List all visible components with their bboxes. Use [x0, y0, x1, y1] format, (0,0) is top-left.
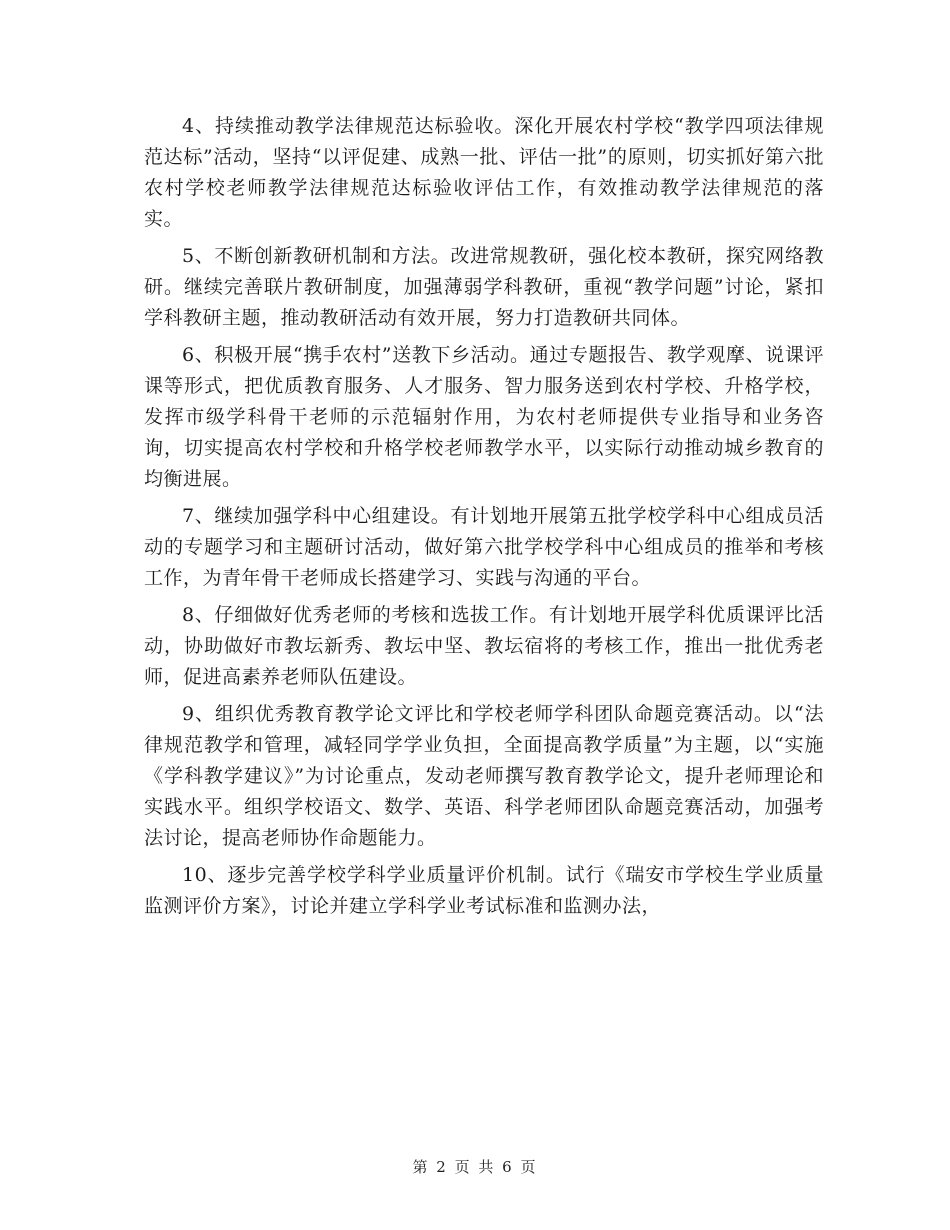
page-number-footer: 第 2 页 共 6 页: [412, 1158, 538, 1176]
paragraph-item-7: 7、继续加强学科中心组建设。有计划地开展第五批学校学科中心组成员活动的专题学习和主题研讨活动，做好第六批学校学科中心组成员的推举和考核工作，为青年骨干老师成长搭建学习、实践与沟通的平台。: [144, 505, 824, 589]
document-body: [144, 111, 824, 928]
paragraph-item-4: 4、持续推动教学法律规范达标验收。深化开展农村学校“教学四项法律规范达标”活动，坚持“以评促建、成熟一批、评估一批”的原则，切实抓好第六批农村学校老师教学法律规范达标验收评估工作，有效推动教学法律规范的落实。: [144, 115, 824, 230]
paragraph-item-9: 9、组织优秀教育教学论文评比和学校老师学科团队命题竞赛活动。以“法律规范教学和管理，减轻同学学业负担，全面提高教学质量”为主题，以“实施《学科教学建议》”为讨论重点，发动老师撰写教育教学论文，提升老师理论和实践水平。组织学校语文、数学、英语、科学老师团队命题竞赛活动，加强考法讨论，提高老师协作命题能力。: [144, 703, 824, 849]
paragraph-item-5: 5、不断创新教研机制和方法。改进常规教研，强化校本教研，探究网络教研。继续完善联片教研制度，加强薄弱学科教研，重视“教学问题”讨论，紧扣学科教研主题，推动教研活动有效开展，努力打造教研共同体。: [144, 245, 824, 329]
paragraph-item-6: 6、积极开展“携手农村”送教下乡活动。通过专题报告、教学观摩、说课评课等形式，把优质教育服务、人才服务、智力服务送到农村学校、升格学校，发挥市级学科骨干老师的示范辐射作用，为农村老师提供专业指导和业务咨询，切实提高农村学校和升格学校老师教学水平，以实际行动推动城乡教育的均衡进展。: [144, 344, 824, 490]
paragraph-item-8: 8、仔细做好优秀老师的考核和选拔工作。有计划地开展学科优质课评比活动，协助做好市教坛新秀、教坛中坚、教坛宿将的考核工作，推出一批优秀老师，促进高素养老师队伍建设。: [144, 604, 824, 688]
paragraph-item-10: 10、逐步完善学校学科学业质量评价机制。试行《瑞安市学校生学业质量监测评价方案》，讨论并建立学科学业考试标准和监测办法，: [144, 864, 824, 917]
